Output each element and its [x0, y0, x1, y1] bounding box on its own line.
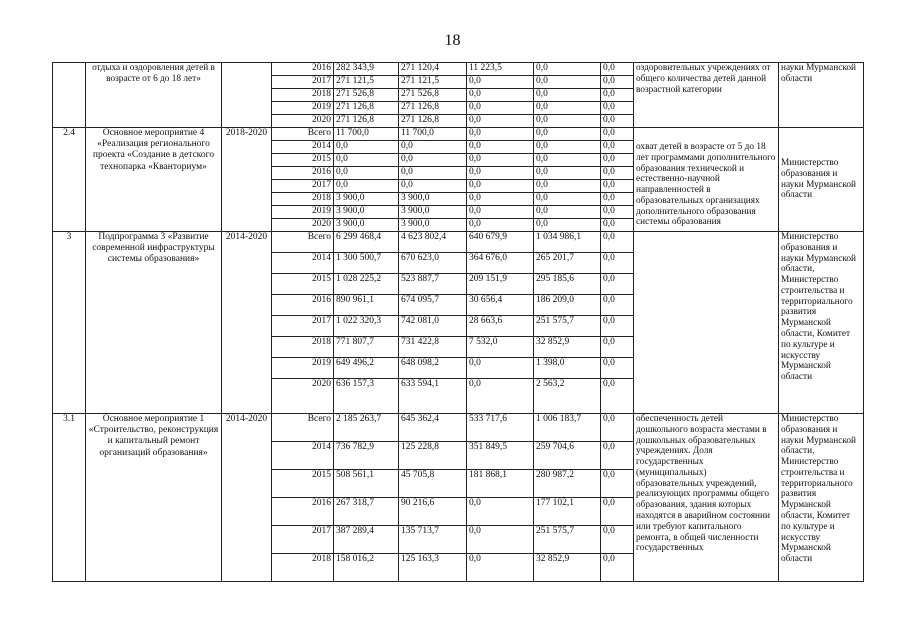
value-cell-v1: 771 807,7 — [334, 337, 399, 358]
value-cell-v1: 271 121,5 — [334, 76, 399, 89]
value-cell-v4: 259 704,6 — [534, 442, 601, 470]
section-cont — [53, 63, 864, 128]
value-cell-v3: 0,0 — [467, 154, 534, 167]
value-cell-v4: 0,0 — [534, 128, 601, 141]
value-cell-v5: 0,0 — [601, 358, 634, 379]
value-cell-v2: 3 900,0 — [399, 206, 467, 219]
value-cell-v2: 648 098,2 — [399, 358, 467, 379]
value-cell-v2: 45 705,8 — [399, 470, 467, 498]
value-cell-v2: 3 900,0 — [399, 219, 467, 232]
value-cell-v2: 731 422,8 — [399, 337, 467, 358]
value-cell-v1: 158 016,2 — [334, 554, 399, 582]
value-cell-v1: 282 343,9 — [334, 63, 399, 76]
section-3 — [53, 232, 864, 414]
value-cell-v1: 1 028 225,2 — [334, 274, 399, 295]
year-cell: 2020 — [272, 379, 334, 414]
value-cell-v5: 0,0 — [601, 337, 634, 358]
value-cell-v2: 271 126,8 — [399, 102, 467, 115]
value-cell-v4: 0,0 — [534, 63, 601, 76]
value-cell-v5: 0,0 — [601, 295, 634, 316]
value-cell-v4: 0,0 — [534, 206, 601, 219]
value-cell-v3: 0,0 — [467, 102, 534, 115]
value-cell-v3: 0,0 — [467, 379, 534, 414]
value-cell-v1: 3 900,0 — [334, 206, 399, 219]
value-cell-v2: 742 081,0 — [399, 316, 467, 337]
item-name: Подпрограмма 3 «Развитие современной инфраструктуры системы образования» — [86, 232, 222, 414]
value-cell-v5: 0,0 — [601, 316, 634, 337]
value-cell-v1: 0,0 — [334, 154, 399, 167]
program-table — [52, 62, 864, 582]
year-cell: 2015 — [272, 274, 334, 295]
value-cell-v2: 0,0 — [399, 154, 467, 167]
year-cell: 2016 — [272, 63, 334, 76]
year-cell: 2014 — [272, 253, 334, 274]
value-cell-v5: 0,0 — [601, 167, 634, 180]
value-cell-v5: 0,0 — [601, 442, 634, 470]
value-cell-v1: 0,0 — [334, 180, 399, 193]
value-cell-v1: 3 900,0 — [334, 219, 399, 232]
value-cell-v5: 0,0 — [601, 180, 634, 193]
item-number: 2.4 — [53, 128, 86, 232]
value-cell-v5: 0,0 — [601, 193, 634, 206]
value-cell-v1: 3 900,0 — [334, 193, 399, 206]
indicator-text — [634, 232, 779, 414]
value-cell-v3: 351 849,5 — [467, 442, 534, 470]
value-cell-v1: 2 185 263,7 — [334, 414, 399, 442]
value-cell-v1: 0,0 — [334, 167, 399, 180]
value-cell-v2: 633 594,1 — [399, 379, 467, 414]
value-cell-v3: 0,0 — [467, 141, 534, 154]
value-cell-v3: 0,0 — [467, 526, 534, 554]
value-cell-v1: 11 700,0 — [334, 128, 399, 141]
item-number: 3 — [53, 232, 86, 414]
year-cell: 2018 — [272, 337, 334, 358]
indicator-text: охват детей в возрасте от 5 до 18 лет программами дополнительного образования технической и естественно-научной направленностей в образовательных организациях дополнительного образования системы образования — [634, 128, 779, 232]
year-cell: 2020 — [272, 115, 334, 128]
table-row — [53, 414, 864, 442]
value-cell-v4: 0,0 — [534, 76, 601, 89]
table-row — [53, 128, 864, 141]
value-cell-v1: 1 300 500,7 — [334, 253, 399, 274]
value-cell-v1: 508 561,1 — [334, 470, 399, 498]
value-cell-v2: 271 126,8 — [399, 115, 467, 128]
value-cell-v4: 1 034 986,1 — [534, 232, 601, 253]
value-cell-v5: 0,0 — [601, 89, 634, 102]
item-name: Основное мероприятие 1 «Строительство, реконструкция и капитальный ремонт организаций образования» — [86, 414, 222, 582]
value-cell-v3: 28 663,6 — [467, 316, 534, 337]
value-cell-v3: 0,0 — [467, 193, 534, 206]
value-cell-v1: 6 299 468,4 — [334, 232, 399, 253]
year-cell: 2018 — [272, 554, 334, 582]
value-cell-v2: 674 095,7 — [399, 295, 467, 316]
value-cell-v4: 0,0 — [534, 180, 601, 193]
value-cell-v3: 11 223,5 — [467, 63, 534, 76]
value-cell-v4: 32 852,9 — [534, 554, 601, 582]
value-cell-v3: 0,0 — [467, 498, 534, 526]
value-cell-v4: 280 987,2 — [534, 470, 601, 498]
page-number: 18 — [444, 32, 461, 49]
value-cell-v2: 670 623,0 — [399, 253, 467, 274]
value-cell-v5: 0,0 — [601, 219, 634, 232]
value-cell-v5: 0,0 — [601, 115, 634, 128]
value-cell-v5: 0,0 — [601, 232, 634, 253]
year-cell: 2014 — [272, 442, 334, 470]
value-cell-v1: 649 496,2 — [334, 358, 399, 379]
executor-text: науки Мурманской области — [779, 63, 864, 128]
value-cell-v2: 4 623 802,4 — [399, 232, 467, 253]
value-cell-v2: 271 120,4 — [399, 63, 467, 76]
item-period: 2014-2020 — [222, 232, 272, 414]
value-cell-v1: 271 126,8 — [334, 102, 399, 115]
value-cell-v1: 1 022 320,3 — [334, 316, 399, 337]
value-cell-v1: 271 526,8 — [334, 89, 399, 102]
value-cell-v5: 0,0 — [601, 128, 634, 141]
item-period: 2014-2020 — [222, 414, 272, 582]
value-cell-v4: 186 209,0 — [534, 295, 601, 316]
year-cell: 2016 — [272, 295, 334, 316]
value-cell-v3: 0,0 — [467, 554, 534, 582]
year-cell: 2017 — [272, 316, 334, 337]
value-cell-v1: 0,0 — [334, 141, 399, 154]
value-cell-v3: 30 656,4 — [467, 295, 534, 316]
value-cell-v2: 125 228,8 — [399, 442, 467, 470]
value-cell-v4: 0,0 — [534, 167, 601, 180]
year-cell: 2019 — [272, 102, 334, 115]
executor-text: Министерство образования и науки Мурманской области — [779, 128, 864, 232]
value-cell-v2: 271 121,5 — [399, 76, 467, 89]
value-cell-v3: 209 151,9 — [467, 274, 534, 295]
value-cell-v3: 0,0 — [467, 76, 534, 89]
value-cell-v4: 0,0 — [534, 141, 601, 154]
year-cell: 2018 — [272, 193, 334, 206]
value-cell-v2: 90 216,6 — [399, 498, 467, 526]
item-period — [222, 63, 272, 128]
value-cell-v3: 640 679,9 — [467, 232, 534, 253]
value-cell-v4: 177 102,1 — [534, 498, 601, 526]
value-cell-v5: 0,0 — [601, 414, 634, 442]
item-number — [53, 63, 86, 128]
value-cell-v5: 0,0 — [601, 154, 634, 167]
value-cell-v1: 387 289,4 — [334, 526, 399, 554]
item-period: 2018-2020 — [222, 128, 272, 232]
item-name: Основное мероприятие 4 «Реализация регионального проекта «Создание в детского технопарка «Кванториум» — [86, 128, 222, 232]
value-cell-v1: 636 157,3 — [334, 379, 399, 414]
year-cell: Всего — [272, 414, 334, 442]
value-cell-v4: 2 563,2 — [534, 379, 601, 414]
value-cell-v3: 0,0 — [467, 358, 534, 379]
value-cell-v3: 181 868,1 — [467, 470, 534, 498]
value-cell-v4: 251 575,7 — [534, 316, 601, 337]
value-cell-v5: 0,0 — [601, 379, 634, 414]
value-cell-v5: 0,0 — [601, 274, 634, 295]
value-cell-v3: 364 676,0 — [467, 253, 534, 274]
value-cell-v5: 0,0 — [601, 102, 634, 115]
value-cell-v2: 3 900,0 — [399, 193, 467, 206]
value-cell-v2: 645 362,4 — [399, 414, 467, 442]
year-cell: 2016 — [272, 498, 334, 526]
item-name: отдыха и оздоровления детей в возрасте от 6 до 18 лет» — [86, 63, 222, 128]
value-cell-v4: 0,0 — [534, 102, 601, 115]
value-cell-v5: 0,0 — [601, 470, 634, 498]
value-cell-v1: 736 782,9 — [334, 442, 399, 470]
year-cell: 2018 — [272, 89, 334, 102]
year-cell: 2016 — [272, 167, 334, 180]
year-cell: 2014 — [272, 141, 334, 154]
value-cell-v2: 125 163,3 — [399, 554, 467, 582]
value-cell-v3: 0,0 — [467, 128, 534, 141]
value-cell-v4: 0,0 — [534, 89, 601, 102]
table-row — [53, 63, 864, 76]
value-cell-v1: 890 961,1 — [334, 295, 399, 316]
value-cell-v4: 295 185,6 — [534, 274, 601, 295]
year-cell: 2015 — [272, 154, 334, 167]
value-cell-v5: 0,0 — [601, 526, 634, 554]
year-cell: 2020 — [272, 219, 334, 232]
value-cell-v4: 251 575,7 — [534, 526, 601, 554]
value-cell-v2: 0,0 — [399, 167, 467, 180]
section-3-1 — [53, 414, 864, 582]
table-row — [53, 232, 864, 253]
value-cell-v1: 267 318,7 — [334, 498, 399, 526]
value-cell-v3: 0,0 — [467, 89, 534, 102]
value-cell-v2: 271 526,8 — [399, 89, 467, 102]
value-cell-v4: 0,0 — [534, 219, 601, 232]
year-cell: Всего — [272, 232, 334, 253]
value-cell-v2: 11 700,0 — [399, 128, 467, 141]
indicator-text: обеспеченность детей дошкольного возраста местами в дошкольных образовательных учреждениях. Доля государственных (муниципальных) образовательных учреждений, реализующих программы общего образования, здания которых находятся в аварийном состоянии или требуют капитального ремонта, в общей численности государственных — [634, 414, 779, 582]
value-cell-v3: 0,0 — [467, 115, 534, 128]
value-cell-v5: 0,0 — [601, 498, 634, 526]
value-cell-v3: 533 717,6 — [467, 414, 534, 442]
value-cell-v5: 0,0 — [601, 554, 634, 582]
section-2-4 — [53, 128, 864, 232]
value-cell-v2: 135 713,7 — [399, 526, 467, 554]
value-cell-v3: 0,0 — [467, 206, 534, 219]
value-cell-v4: 1 398,0 — [534, 358, 601, 379]
value-cell-v4: 265 201,7 — [534, 253, 601, 274]
year-cell: Всего — [272, 128, 334, 141]
value-cell-v5: 0,0 — [601, 253, 634, 274]
value-cell-v1: 271 126,8 — [334, 115, 399, 128]
value-cell-v3: 0,0 — [467, 167, 534, 180]
indicator-text: оздоровительных учреждениях от общего количества детей данной возрастной категории — [634, 63, 779, 128]
value-cell-v4: 0,0 — [534, 193, 601, 206]
value-cell-v2: 523 887,7 — [399, 274, 467, 295]
year-cell: 2017 — [272, 76, 334, 89]
year-cell: 2019 — [272, 358, 334, 379]
value-cell-v2: 0,0 — [399, 141, 467, 154]
year-cell: 2019 — [272, 206, 334, 219]
year-cell: 2017 — [272, 180, 334, 193]
value-cell-v5: 0,0 — [601, 141, 634, 154]
item-number: 3.1 — [53, 414, 86, 582]
value-cell-v5: 0,0 — [601, 76, 634, 89]
year-cell: 2015 — [272, 470, 334, 498]
value-cell-v5: 0,0 — [601, 63, 634, 76]
value-cell-v4: 0,0 — [534, 115, 601, 128]
value-cell-v2: 0,0 — [399, 180, 467, 193]
value-cell-v3: 0,0 — [467, 180, 534, 193]
executor-text: Министерство образования и науки Мурманской области, Министерство строительства и территориального развития Мурманской области, Комитет по культуре и искусству Мурманской области — [779, 414, 864, 582]
year-cell: 2017 — [272, 526, 334, 554]
value-cell-v3: 0,0 — [467, 219, 534, 232]
value-cell-v4: 0,0 — [534, 154, 601, 167]
executor-text: Министерство образования и науки Мурманской области, Министерство строительства и территориального развития Мурманской области, Комитет по культуре и искусству Мурманской области — [779, 232, 864, 414]
value-cell-v4: 32 852,9 — [534, 337, 601, 358]
value-cell-v3: 7 532,0 — [467, 337, 534, 358]
value-cell-v5: 0,0 — [601, 206, 634, 219]
value-cell-v4: 1 006 183,7 — [534, 414, 601, 442]
